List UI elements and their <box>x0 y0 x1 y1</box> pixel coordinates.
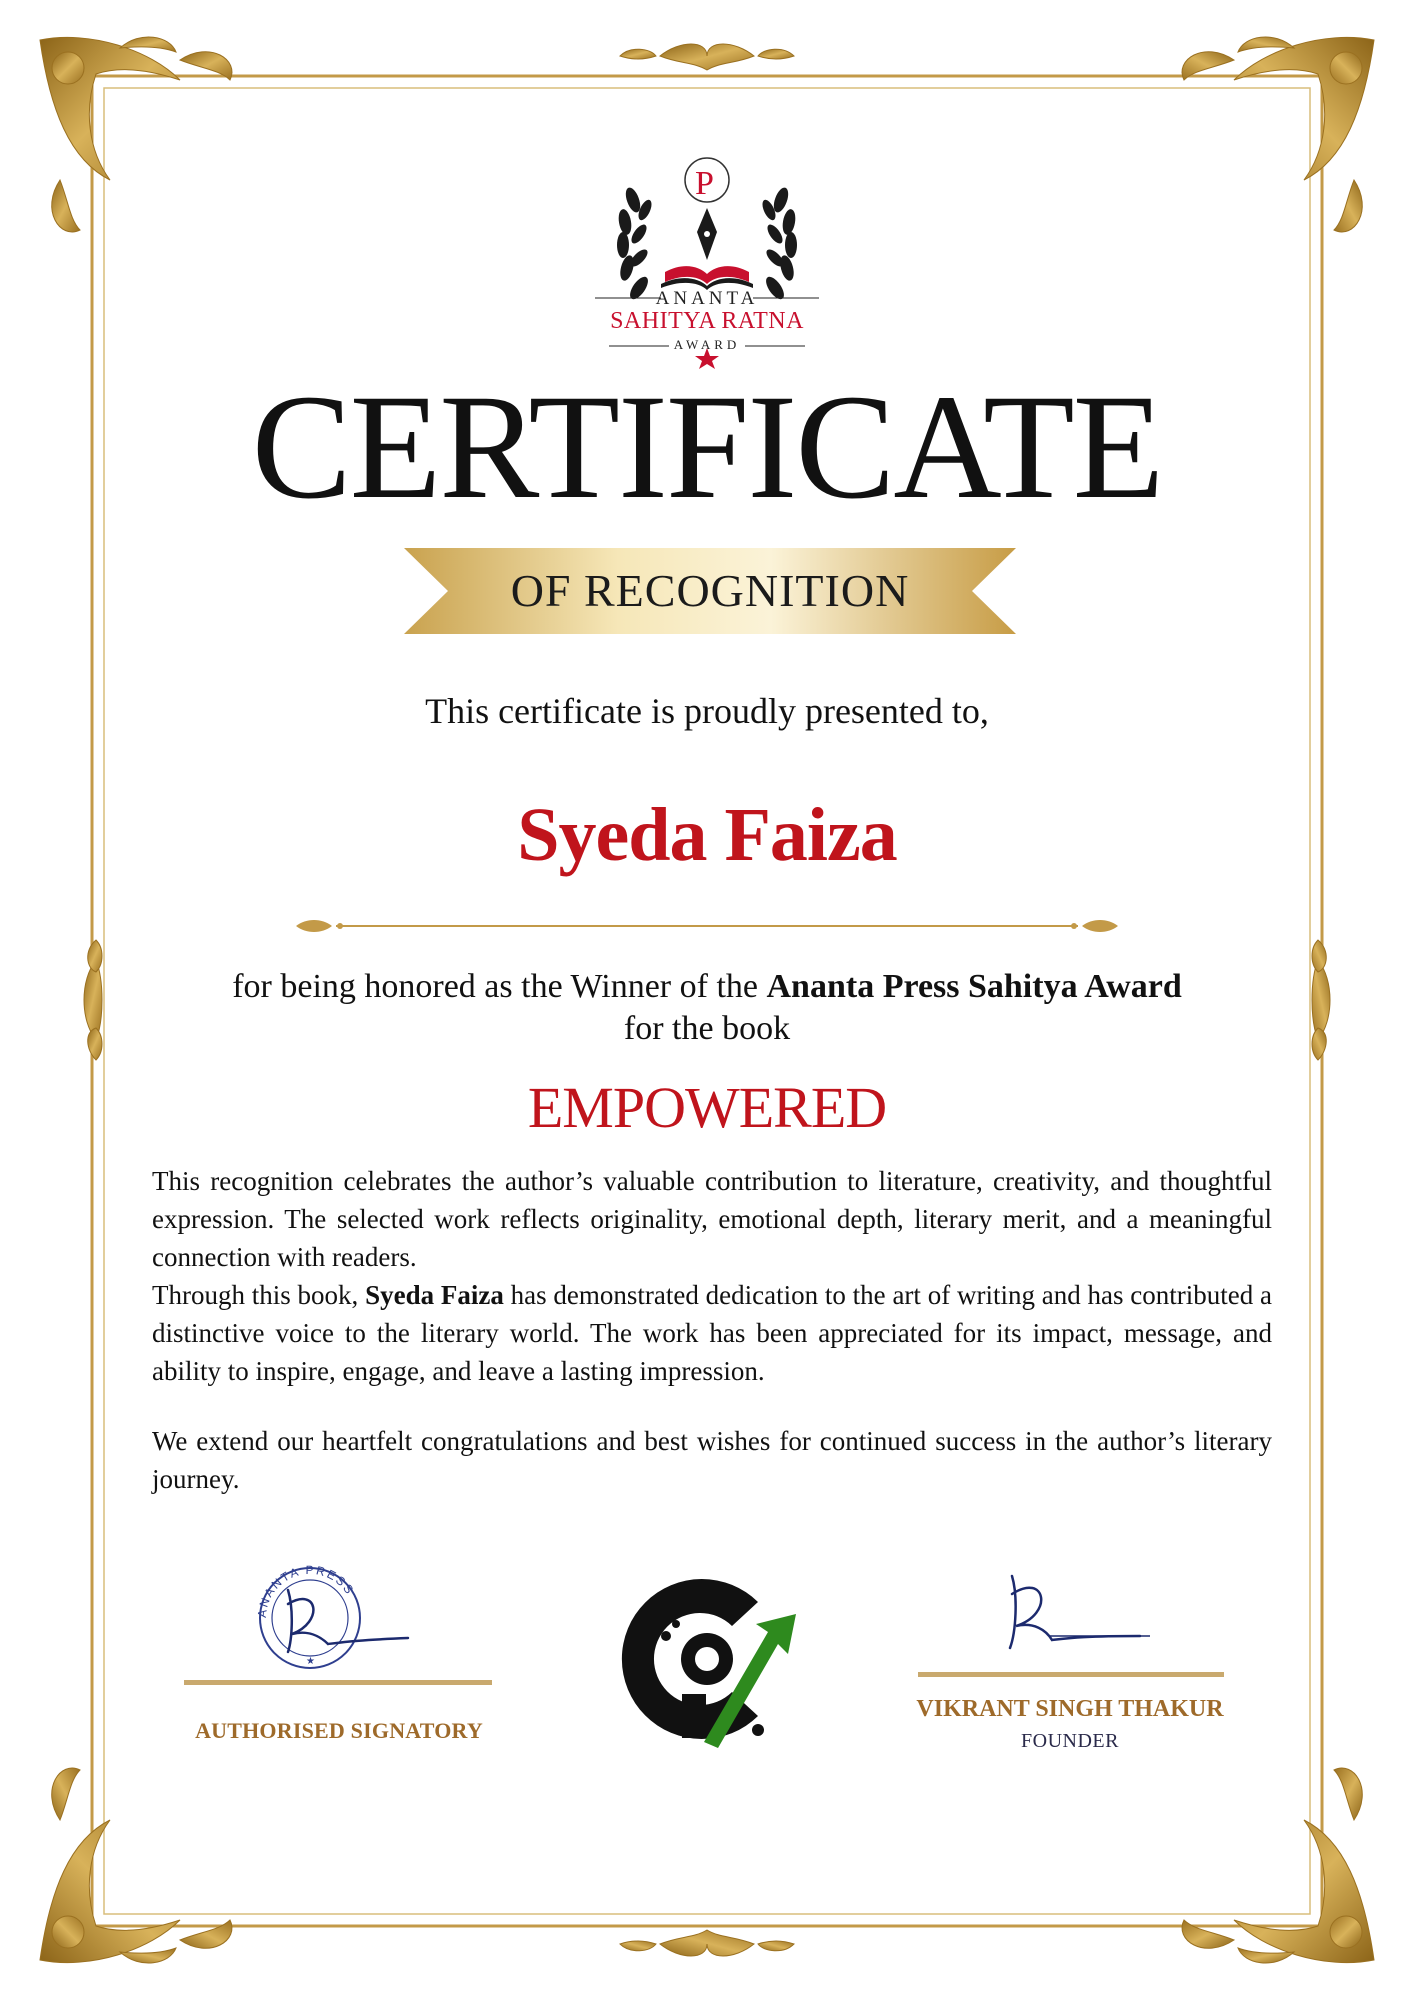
honor-prefix: for being honored as the Winner of the <box>232 968 767 1005</box>
honor-text <box>150 966 1264 1050</box>
subtitle: OF RECOGNITION <box>510 565 910 616</box>
book-title: EMPOWERED <box>527 1075 887 1140</box>
svg-text:ANANTA PRESS <box>255 1563 358 1618</box>
paragraph-2-suffix: has demonstrated dedication to the art of writing and has contributed a distinctive voice to the literary world. The work has been appreciated for its impact, message, and ability to inspire, engage, and leave a lasting impression. <box>152 1280 1272 1386</box>
subtitle-ribbon <box>404 548 1016 634</box>
founder-role: FOUNDER <box>1021 1730 1119 1752</box>
paragraph-2-prefix: Through this book, <box>152 1280 366 1310</box>
bottom-center-ornament <box>620 1930 794 1956</box>
recipient-name: Syeda Faiza <box>517 793 897 877</box>
award-name: Ananta Press Sahitya Award <box>766 968 1182 1005</box>
logo-line2: SAHITYA RATNA <box>610 308 804 334</box>
signature-line-left <box>184 1680 492 1685</box>
corner-ornament-bl <box>40 1768 232 1963</box>
top-center-ornament <box>620 44 794 70</box>
stamp-text: ANANTA PRESS <box>254 1562 358 1619</box>
svg-text:★: ★ <box>306 1656 315 1667</box>
founder-signature <box>990 1566 1160 1666</box>
ornamental-divider <box>296 916 1118 936</box>
award-logo <box>573 150 841 372</box>
official-stamp <box>248 1560 418 1670</box>
left-center-ornament <box>84 940 102 1060</box>
paragraph-2-name: Syeda Faiza <box>365 1280 504 1310</box>
logo-line1: ANANTA <box>655 288 759 309</box>
corner-ornament-br <box>1182 1768 1374 1963</box>
publisher-logo <box>608 1562 806 1756</box>
signature-line-right <box>918 1672 1224 1677</box>
svg-text:P: P <box>695 165 714 202</box>
presented-line: This certificate is proudly presented to, <box>425 691 989 731</box>
paragraph-2 <box>152 1276 1272 1390</box>
paragraph-3: We extend our heartfelt congratulations and best wishes for continued success in the author’s literary journey. <box>152 1426 1272 1494</box>
paragraph-1: This recognition celebrates the author’s valuable contribution to literature, creativity, and thoughtful expression. The selected work reflects originality, emotional depth, literary merit, and a meaningful connection with readers. <box>152 1166 1272 1272</box>
authorised-signatory-label: AUTHORISED SIGNATORY <box>195 1718 483 1743</box>
certificate-title: CERTIFICATE <box>251 364 1163 530</box>
corner-ornament-tl <box>40 37 232 232</box>
logo-line3: AWARD <box>673 337 741 352</box>
corner-ornament-tr <box>1182 37 1374 232</box>
right-center-ornament <box>1312 940 1330 1060</box>
honor-suffix: for the book <box>623 1010 791 1047</box>
founder-name: VIKRANT SINGH THAKUR <box>916 1696 1224 1722</box>
